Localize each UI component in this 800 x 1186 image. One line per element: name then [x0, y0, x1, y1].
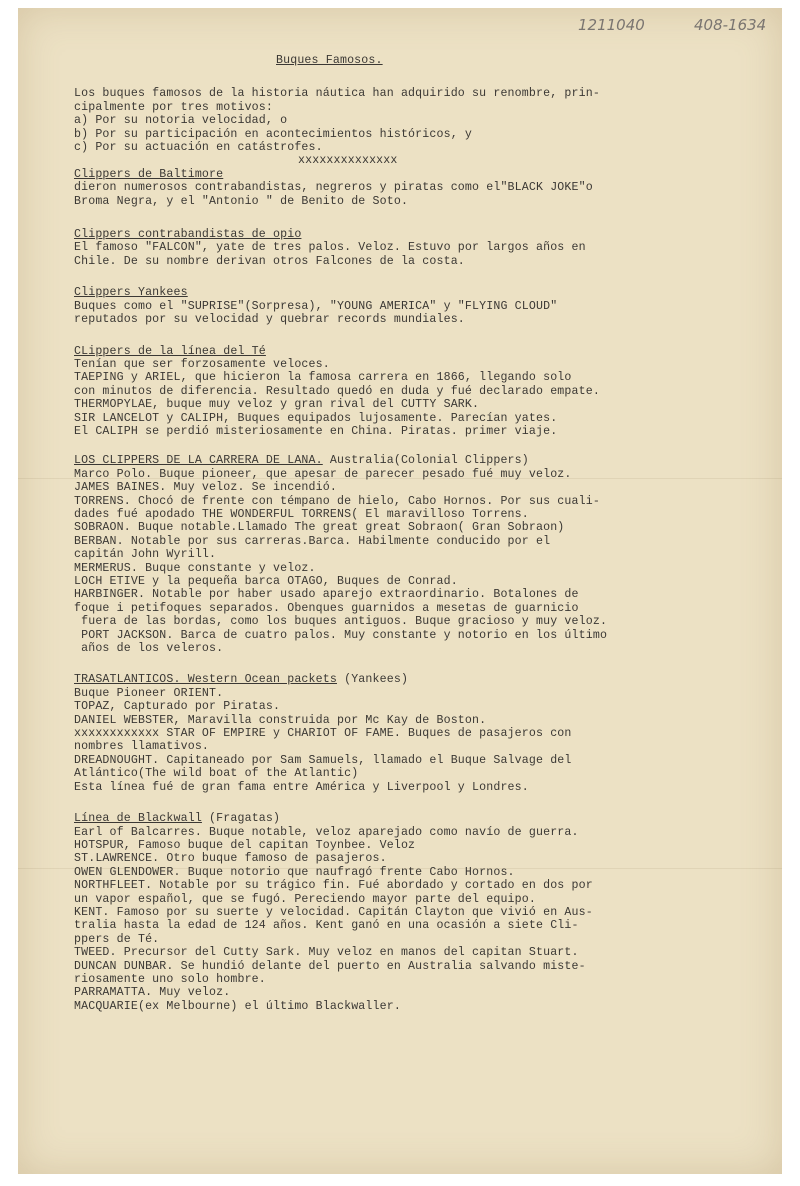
section-line: HARBINGER. Notable por haber usado aparejo extraordinario. Botalones de — [74, 588, 579, 602]
section-line: TWEED. Precursor del Cutty Sark. Muy veloz en manos del capitan Stuart. — [74, 946, 579, 960]
section-line: BERBAN. Notable por sus carreras.Barca. Habilmente conducido por el — [74, 534, 551, 548]
section-line: PORT JACKSON. Barca de cuatro palos. Muy constante y notorio en los último — [74, 628, 608, 642]
intro-line: c) Por su actuación en catástrofes. — [74, 141, 323, 155]
section-heading-note: (Yankees) — [336, 673, 409, 687]
section-line: SIR LANCELOT y CALIPH, Buques equipados lujosamente. Parecían yates. — [74, 411, 558, 425]
document-title: Buques Famosos. — [276, 54, 383, 67]
archive-reference-number: 1211040 — [578, 16, 645, 34]
section-line: fuera de las bordas, como los buques antiguos. Buque gracioso y muy veloz. — [74, 615, 608, 629]
intro-line: Los buques famosos de la historia náutica han adquirido su renombre, prin- — [74, 87, 600, 101]
section-line: Tenían que ser forzosamente veloces. — [74, 357, 330, 371]
section-line: Buque Pioneer ORIENT. — [74, 686, 224, 700]
section-heading-line — [74, 228, 764, 241]
section-line: SOBRAON. Buque notable.Llamado The great great Sobraon( Gran Sobraon) — [74, 521, 565, 535]
section-heading: Clippers Yankees — [74, 286, 188, 300]
section-heading-line — [74, 454, 764, 467]
section-line: Esta línea fué de gran fama entre América y Liverpool y Londres. — [74, 780, 529, 794]
section-separator: xxxxxxxxxxxxxx — [298, 154, 398, 168]
section-line: Chile. De su nombre derivan otros Falcones de la costa. — [74, 254, 465, 268]
section-line: reputados por su velocidad y quebrar records mundiales. — [74, 313, 465, 327]
section-line: ST.LAWRENCE. Otro buque famoso de pasajeros. — [74, 852, 387, 866]
section-heading: CLippers de la línea del Té — [74, 344, 266, 358]
section-line: nombres llamativos. — [74, 740, 210, 754]
section-heading: Clippers contrabandistas de opio — [74, 228, 302, 242]
section-heading: Clippers de Baltimore — [74, 167, 224, 181]
section-line: El famoso "FALCON", yate de tres palos. Veloz. Estuvo por largos años en — [74, 241, 586, 255]
section-line: El CALIPH se perdió misteriosamente en China. Piratas. primer viaje. — [74, 424, 558, 438]
section-line: JAMES BAINES. Muy veloz. Se incendió. — [74, 481, 337, 495]
section-heading-line — [74, 286, 764, 299]
section-heading-note: Australia(Colonial Clippers) — [322, 454, 529, 468]
sections-container — [74, 168, 764, 1013]
section-line: TORRENS. Chocó de frente con témpano de hielo, Cabo Hornos. Por sus cuali- — [74, 494, 600, 508]
section-heading-note: (Fragatas) — [201, 812, 281, 826]
section-line: Broma Negra, y el "Antonio " de Benito de Soto. — [74, 194, 409, 208]
section-block — [74, 812, 764, 1013]
section-line: DREADNOUGHT. Capitaneado por Sam Samuels, llamado el Buque Salvage del — [74, 753, 572, 767]
section-line: capitán John Wyrill. — [74, 548, 217, 562]
section-line: KENT. Famoso por su suerte y velocidad. Capitán Clayton que vivió en Aus- — [74, 905, 593, 919]
section-line: un vapor español, que se fugó. Pereciendo mayor parte del equipo. — [74, 892, 536, 906]
section-line: Atlántico(The wild boat of the Atlantic) — [74, 767, 359, 781]
section-block — [74, 673, 764, 794]
archive-reference-code: 408-1634 — [694, 16, 767, 34]
section-block — [74, 286, 764, 326]
intro-line: a) Por su notoria velocidad, o — [74, 114, 288, 128]
section-line: ppers de Té. — [74, 932, 160, 946]
section-heading-line — [74, 812, 764, 825]
section-heading-line — [74, 168, 764, 181]
section-line: DUNCAN DUNBAR. Se hundió delante del puerto en Australia salvando miste- — [74, 959, 586, 973]
intro-paragraph — [74, 87, 764, 154]
section-line: Buques como el "SUPRISE"(Sorpresa), "YOUNG AMERICA" y "FLYING CLOUD" — [74, 299, 558, 313]
section-heading: LOS CLIPPERS DE LA CARRERA DE LANA. — [74, 454, 323, 468]
typewritten-page — [18, 8, 782, 1174]
section-line: NORTHFLEET. Notable por su trágico fin. Fué abordado y cortado en dos por — [74, 879, 593, 893]
section-line: foque i petifoques separados. Obenques guarnidos a mesetas de guarnicio — [74, 601, 579, 615]
section-line: DANIEL WEBSTER, Maravilla construida por Mc Kay de Boston. — [74, 713, 487, 727]
section-line: riosamente uno solo hombre. — [74, 972, 266, 986]
section-line: TOPAZ, Capturado por Piratas. — [74, 700, 281, 714]
section-line: HOTSPUR, Famoso buque del capitan Toynbee. Veloz — [74, 838, 416, 852]
section-line: MACQUARIE(ex Melbourne) el último Blackwaller. — [74, 999, 401, 1013]
section-block — [74, 345, 764, 439]
section-block — [74, 168, 764, 208]
section-line: PARRAMATTA. Muy veloz. — [74, 986, 231, 1000]
section-block — [74, 454, 764, 655]
section-line: TAEPING y ARIEL, que hicieron la famosa carrera en 1866, llegando solo — [74, 371, 572, 385]
section-line: Marco Polo. Buque pioneer, que apesar de parecer pesado fué muy veloz. — [74, 467, 572, 481]
section-heading: Línea de Blackwall — [74, 812, 202, 826]
section-heading-line — [74, 345, 764, 358]
section-line: tralia hasta la edad de 124 años. Kent ganó en una ocasión a siete Cli- — [74, 919, 579, 933]
section-line: años de los veleros. — [74, 642, 224, 656]
intro-line: cipalmente por tres motivos: — [74, 100, 274, 114]
section-line: THERMOPYLAE, buque muy veloz y gran rival del CUTTY SARK. — [74, 398, 480, 412]
section-line: xxxxxxxxxxxx STAR OF EMPIRE y CHARIOT OF FAME. Buques de pasajeros con — [74, 727, 572, 741]
section-line: LOCH ETIVE y la pequeña barca OTAGO, Buques de Conrad. — [74, 575, 458, 588]
section-line: MERMERUS. Buque constante y veloz. — [74, 561, 316, 575]
section-line: OWEN GLENDOWER. Buque notorio que naufragó frente Cabo Hornos. — [74, 865, 515, 879]
section-line: Earl of Balcarres. Buque notable, veloz aparejado como navío de guerra. — [74, 825, 579, 839]
section-line: dades fué apodado THE WONDERFUL TORRENS( El maravilloso Torrens. — [74, 507, 529, 521]
intro-line: b) Por su participación en acontecimientos históricos, y — [74, 127, 473, 141]
section-block — [74, 228, 764, 268]
section-heading-line — [74, 673, 764, 686]
section-line: dieron numerosos contrabandistas, negreros y piratas como el"BLACK JOKE"o — [74, 181, 593, 195]
document-body — [74, 54, 764, 1013]
section-heading: TRASATLANTICOS. Western Ocean packets — [74, 673, 337, 687]
section-line: con minutos de diferencia. Resultado quedó en duda y fué declarado empate. — [74, 384, 600, 398]
